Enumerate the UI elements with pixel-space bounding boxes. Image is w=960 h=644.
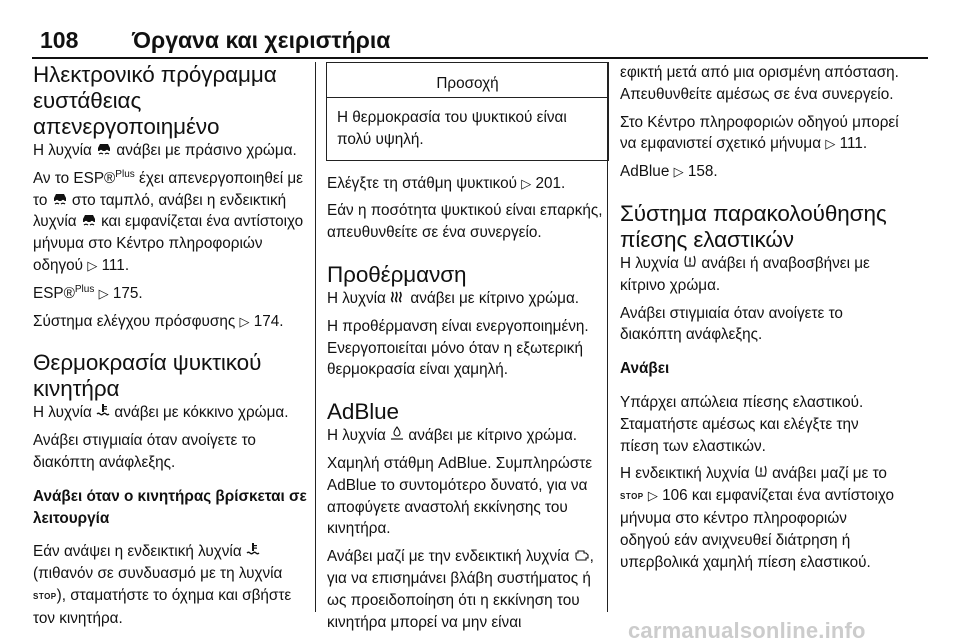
adblue-continued-paragraph: εφικτή μετά από μια ορισμένη απόσταση. Απευθυνθείτε αμέσως σε ένα συνεργείο.: [620, 64, 899, 103]
stop-lamp-icon: STOP: [620, 492, 644, 502]
coolant-paragraph-2: Ανάβει στιγμιαία όταν ανοίγετε το διακόπτη ανάφλεξης.: [33, 432, 256, 471]
tpms-paragraph-1: Η λυχνία ανάβει ή αναβοσβήνει με κίτρινο χρώμα.: [620, 254, 870, 294]
adblue-icon: [390, 425, 404, 447]
running-paragraph: Εάν ανάψει η ενδεικτική λυχνία (πιθανόν σε συνδυασμό με τη λυχνία STOP), σταματήστε το όχημα και σβήστε τον κινητήρα.: [33, 543, 292, 627]
esp-heading: Ηλεκτρονικό πρόγραμμα ευστάθειας απενεργοποιημένο: [33, 62, 277, 139]
reference-arrow-icon: ▷: [98, 285, 109, 301]
column-1: [33, 62, 308, 630]
skid-car-icon: [96, 140, 112, 162]
adblue-paragraph-2: Χαμηλή στάθμη AdBlue. Συμπληρώστε AdBlue το συντομότερο δυνατό, για να αποφύγετε αναστολή εκκίνησης του κινητήρα.: [327, 454, 593, 538]
page-reference[interactable]: 106: [662, 487, 688, 505]
page-reference[interactable]: 158.: [687, 163, 718, 181]
adblue-reference-paragraph: AdBlue ▷ 158.: [620, 163, 718, 181]
preheat-paragraph-2: Η προθέρμανση είναι ενεργοποιημένη. Ενεργοποιείται μόνο όταν η εξωτερική θερμοκρασία είναι χαμηλή.: [327, 317, 589, 379]
coolant-check-paragraph: Ελέγξτε τη στάθμη ψυκτικού ▷ 201.: [327, 174, 566, 192]
page-reference[interactable]: 111.: [101, 256, 130, 274]
caution-text: Η θερμοκρασία του ψυκτικού είναι πολύ υψηλή.: [337, 109, 567, 148]
driver-info-paragraph: Στο Κέντρο πληροφοριών οδηγού μπορεί να εμφανιστεί σχετικό μήνυμα ▷ 111.: [620, 113, 899, 153]
tpms-on-paragraph-1: Υπάρχει απώλεια πίεσης ελαστικού. Σταματήστε αμέσως και ελέγξτε την πίεση των ελαστικών.: [620, 393, 864, 455]
tpms-on-paragraph-2: Η ενδεικτική λυχνία ανάβει μαζί με το STOP ▷ 106 και εμφανίζεται ένα αντίστοιχο μήνυμα στο κέντρο πληροφοριών οδηγού εάν ανιχνευθεί διάτρηση ή υπερβολικά χαμηλή πίεση ελαστικού.: [620, 465, 894, 571]
caution-title: Προσοχή: [327, 63, 608, 98]
adblue-paragraph-1: Η λυχνία ανάβει με κίτρινο χρώμα.: [327, 425, 607, 447]
page-reference[interactable]: 175.: [112, 284, 143, 302]
column-2: [327, 62, 607, 633]
tire-pressure-icon: [754, 463, 768, 485]
esp-paragraph-2: Αν το ESP®$^{Plus}$ έχει απενεργοποιηθεί με το στο ταμπλό, ανάβει η ενδεικτική λυχνία και εμφανίζεται ένα αντίστοιχο μήνυμα στο Κέντρο πληροφοριών οδηγού ▷ 111.: [33, 168, 304, 274]
esp-paragraph-4: Σύστημα ελέγχου πρόσφυσης ▷ 174.: [33, 312, 284, 330]
reference-arrow-icon: ▷: [673, 164, 684, 180]
column-divider-1: [315, 62, 316, 612]
glow-plug-icon: [390, 288, 406, 310]
page-number: 108: [40, 27, 79, 53]
coolant-heading: Θερμοκρασία ψυκτικού κινητήρα: [33, 350, 262, 402]
tpms-heading: Σύστημα παρακολούθησης πίεσης ελαστικών: [620, 200, 887, 252]
workshop-paragraph: Εάν η ποσότητα ψυκτικού είναι επαρκής, απευθυνθείτε σε ένα συνεργείο.: [327, 202, 603, 242]
preheat-heading: Προθέρμανση: [327, 261, 467, 287]
page-header: [0, 0, 960, 56]
tire-pressure-icon: [683, 253, 697, 275]
watermark: carmanualsonline.info: [628, 618, 866, 643]
esp-paragraph-1: Η λυχνία ανάβει με πράσινο χρώμα.: [33, 140, 308, 162]
tpms-on-subheading: Ανάβει: [620, 360, 670, 378]
adblue-paragraph-3: Ανάβει μαζί με την ενδεικτική λυχνία , για να επισημάνει βλάβη συστήματος ή ως προειδοποίηση ότι η εκκίνηση του κινητήρα μπορεί να μην είναι: [327, 548, 594, 631]
column-3: [620, 62, 900, 573]
esp-paragraph-3: ESP®$^{Plus}$ ▷ 175.: [33, 283, 143, 302]
page-reference[interactable]: 174.: [253, 312, 284, 330]
caution-box: [326, 62, 609, 161]
page-reference[interactable]: 201.: [535, 174, 566, 192]
reference-arrow-icon: ▷: [87, 257, 98, 273]
reference-arrow-icon: ▷: [825, 136, 836, 152]
tpms-paragraph-2: Ανάβει στιγμιαία όταν ανοίγετε το διακόπτη ανάφλεξης.: [620, 304, 843, 344]
running-subheading: Ανάβει όταν ο κινητήρας βρίσκεται σε λειτουργία: [33, 487, 307, 527]
skid-car-icon: [52, 190, 68, 212]
engine-check-icon: [574, 546, 590, 568]
page-reference[interactable]: 111.: [839, 135, 868, 153]
header-divider: [32, 57, 928, 59]
reference-arrow-icon: ▷: [239, 313, 250, 329]
coolant-temperature-icon: [96, 402, 110, 424]
reference-arrow-icon: ▷: [521, 175, 532, 191]
reference-arrow-icon: ▷: [647, 488, 658, 504]
stop-lamp-icon: STOP: [33, 591, 57, 601]
adblue-heading: AdBlue: [327, 399, 399, 425]
coolant-paragraph-1: Η λυχνία ανάβει με κόκκινο χρώμα.: [33, 402, 308, 424]
preheat-paragraph-1: Η λυχνία ανάβει με κίτρινο χρώμα.: [327, 288, 607, 310]
coolant-temperature-icon: [246, 541, 260, 563]
page-title: Όργανα και χειριστήρια: [132, 27, 391, 53]
skid-car-icon: [81, 211, 97, 233]
